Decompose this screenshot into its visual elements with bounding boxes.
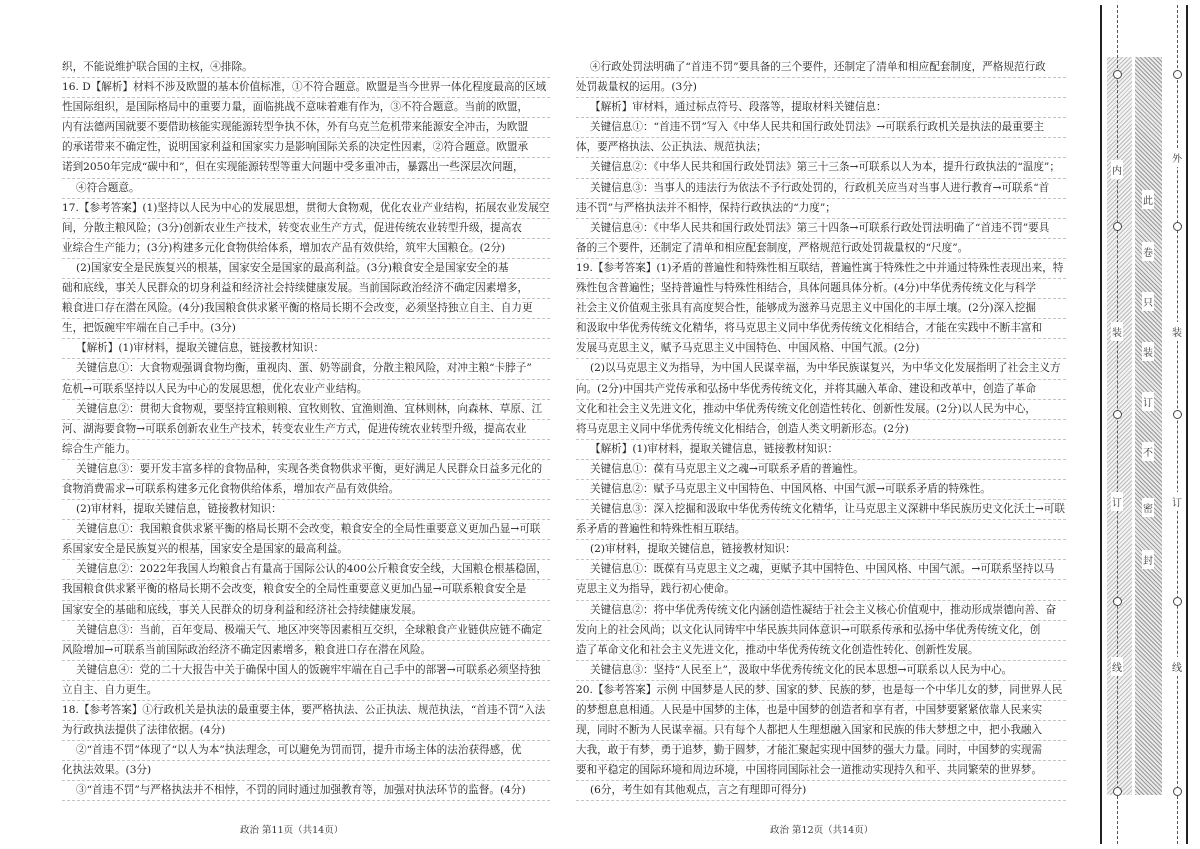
binding-hole-icon [1173, 597, 1182, 606]
text-line: 系矛盾的普遍性和特殊性相互联结。 [576, 520, 1066, 540]
text-line: 生，把饭碗牢牢端在自己手中。(3分) [62, 319, 550, 339]
text-line: 风险增加→可联系当前国际政治经济不确定因素增多，粮食进口存在潜在风险。 [62, 641, 550, 661]
outer-seal-char: 外 [1171, 148, 1183, 167]
notice-char: 封 [1142, 550, 1154, 569]
text-line: 关键信息②：将中华优秀传统文化内涵创造性凝结于社会主义核心价值观中，推动形成崇德向善、奋 [576, 601, 1066, 621]
text-line: 【解析】(1)审材料，提取关键信息，链接教材知识： [576, 440, 1066, 460]
text-line: 综合生产能力。 [62, 440, 550, 460]
text-line: 关键信息③：当前，百年变局、极端天气、地区冲突等因素相互交织，全球粮食产业链供应链不确定 [62, 621, 550, 641]
text-line: ②“首违不罚”体现了“以人为本”执法理念，可以避免为罚而罚，提升市场主体的法治获得感，优 [62, 741, 550, 761]
binding-hole-icon [1113, 222, 1122, 231]
text-line: 关键信息③：坚持“人民至上”，汲取中华优秀传统文化的民本思想→可联系以人民为中心。 [576, 661, 1066, 681]
inner-seal-char: 线 [1111, 657, 1123, 676]
inner-seal-char: 装 [1111, 322, 1123, 341]
outer-seal-char: 线 [1171, 657, 1183, 676]
text-line: 备的三个要件，还制定了清单和相应配套制度，严格规范行政处罚裁量权的“尺度”。 [576, 239, 1066, 259]
text-line: 处罚裁量权的运用。(3分) [576, 78, 1066, 98]
binding-hole-icon [1113, 70, 1122, 79]
text-line: 性国际组织，是国际格局中的重要力量，面临挑战不意味着难有作为，③不符合题意。当前的欧盟， [62, 98, 550, 118]
text-line: 【解析】(1)审材料，提取关键信息，链接教材知识： [62, 339, 550, 359]
text-line: 危机→可联系坚持以人民为中心的发展思想，优化农业产业结构。 [62, 380, 550, 400]
text-line: 关键信息①：葆有马克思主义之魂→可联系矛盾的普遍性。 [576, 460, 1066, 480]
text-line: (2)国家安全是民族复兴的根基，国家安全是国家的最高利益。(3分)粮食安全是国家安全的基 [62, 259, 550, 279]
text-line: 文化和社会主义先进文化，推动中华优秀传统文化创造性转化、创新性发展。(2分)以人民为中心， [576, 400, 1066, 420]
text-line: 粮食进口存在潜在风险。(4分)我国粮食供求紧平衡的格局长期不会改变，必须坚持独立自主、自力更 [62, 299, 550, 319]
text-line: 织，不能说维护联合国的主权，④排除。 [62, 58, 550, 78]
left-column [62, 58, 550, 801]
text-line: 系国家安全是民族复兴的根基，国家安全是国家的最高利益。 [62, 540, 550, 560]
text-line: 关键信息①：我国粮食供求紧平衡的格局长期不会改变，粮食安全的全局性重要意义更加凸显→可联 [62, 520, 550, 540]
text-line: 发向上的社会风尚；以文化认同铸牢中华民族共同体意识→可联系传承和弘扬中华优秀传统文化，创 [576, 621, 1066, 641]
text-line: 河、湖海要食物→可联系创新农业生产技术，转变农业生产方式，促进传统农业转型升级，提高农业 [62, 420, 550, 440]
text-line: (2)审材料，提取关键信息，链接教材知识： [576, 540, 1066, 560]
text-line: 关键信息④：《中华人民共和国行政处罚法》第三十四条→可联系行政处罚法明确了“首违不罚”要具 [576, 219, 1066, 239]
binding-hole-icon [1173, 70, 1182, 79]
binding-hole-icon [1113, 787, 1122, 796]
strip-border-left [1100, 5, 1102, 844]
inner-seal-char: 订 [1111, 492, 1123, 511]
right-column [576, 58, 1066, 801]
text-line: 础和底线，事关人民群众的切身利益和经济社会持续健康发展。当前国际政治经济不确定因素增多， [62, 279, 550, 299]
page-footer-left: 政治 第11页（共14页） [240, 825, 344, 836]
text-line: 殊性包含普遍性；坚持普遍性与特殊性相结合，具体问题具体分析。(4分)中华优秀传统文化与科学 [576, 279, 1066, 299]
text-line: 违不罚”与严格执法并不相悖，保持行政执法的“力度”； [576, 199, 1066, 219]
binding-hole-icon [1173, 410, 1182, 419]
text-line: 关键信息①：大食物观强调食物均衡，重视肉、蛋、奶等副食，分散主粮风险，对冲主粮“卡脖子” [62, 359, 550, 379]
text-line: 关键信息③：当事人的违法行为依法不予行政处罚的，行政机关应当对当事人进行教育→可联系“首 [576, 179, 1066, 199]
text-line: 关键信息①：既葆有马克思主义之魂，更赋予其中国特色、中国风格、中国气派。→可联系坚持以马 [576, 560, 1066, 580]
text-line: 化执法效果。(3分) [62, 761, 550, 781]
text-line: 克思主义为指导，践行初心使命。 [576, 580, 1066, 600]
strip-border-right [1186, 5, 1188, 844]
text-line: 19.【参考答案】(1)矛盾的普遍性和特殊性相互联结，普遍性寓于特殊性之中并通过特殊性表现出来，特 [576, 259, 1066, 279]
text-line: 将马克思主义同中华优秀传统文化相结合，创造人类文明新形态。(2分) [576, 420, 1066, 440]
notice-char: 卷 [1142, 242, 1154, 261]
inner-seal-char: 内 [1111, 160, 1123, 179]
text-line: (6分，考生如有其他观点，言之有理即可得分) [576, 781, 1066, 801]
text-line: 关键信息②：2022年我国人均粮食占有量高于国际公认的400公斤粮食安全线，大国粮仓根基稳固， [62, 560, 550, 580]
notice-char: 订 [1142, 392, 1154, 411]
notice-char: 只 [1142, 292, 1154, 311]
text-line: ④符合题意。 [62, 179, 550, 199]
outer-dashed-line [1177, 5, 1178, 844]
text-line: 关键信息③：要开发丰富多样的食物品种，实现各类食物供求平衡，更好满足人民群众日益多元化的 [62, 460, 550, 480]
text-line: 关键信息②：赋予马克思主义中国特色、中国风格、中国气派→可联系矛盾的特殊性。 [576, 480, 1066, 500]
text-line: (2)以马克思主义为指导，为中国人民谋幸福，为中华民族谋复兴，为中华文化发展指明了社会主义方 [576, 359, 1066, 379]
binding-hole-icon [1113, 597, 1122, 606]
text-line: 20.【参考答案】示例 中国梦是人民的梦、国家的梦、民族的梦，也是每一个中华儿女的梦，同世界人民 [576, 681, 1066, 701]
inner-dashed-line [1117, 5, 1118, 844]
text-line: 业综合生产能力；(3分)构建多元化食物供给体系，增加农产品有效供给，筑牢大国粮仓。(2分) [62, 239, 550, 259]
text-line: 间，分散主粮风险；(3分)创新农业生产技术，转变农业生产方式，促进传统农业转型升级，提高农 [62, 219, 550, 239]
text-line: 我国粮食供求紧平衡的格局长期不会改变，粮食安全的全局性重要意义更加凸显→可联系粮食安全是 [62, 580, 550, 600]
text-line: 关键信息③：深入挖掘和汲取中华优秀传统文化精华，让马克思主义深耕中华民族历史文化沃土→可联 [576, 500, 1066, 520]
text-line: 发展马克思主义，赋予马克思主义中国特色、中国风格、中国气派。(2分) [576, 339, 1066, 359]
text-line: 国家安全的基础和底线，事关人民群众的切身利益和经济社会持续健康发展。 [62, 601, 550, 621]
text-line: 关键信息②：贯彻大食物观，要坚持宜粮则粮、宜牧则牧、宜渔则渔、宜林则林，向森林、草原、江 [62, 400, 550, 420]
text-line: 和汲取中华优秀传统文化精华，将马克思主义同中华优秀传统文化相结合，才能在实践中不断丰富和 [576, 319, 1066, 339]
text-line: 关键信息②：《中华人民共和国行政处罚法》第三十三条→可联系以人为本，提升行政执法的“温度”； [576, 158, 1066, 178]
outer-seal-char: 装 [1171, 322, 1183, 341]
text-line: 现，同时不断为人民谋幸福。只有每个人都把人生理想融入国家和民族的伟大梦想之中，把小我融入 [576, 721, 1066, 741]
text-line: 的梦想息息相通。人民是中国梦的主体，也是中国梦的创造者和享有者，中国梦要紧紧依靠人民来实 [576, 701, 1066, 721]
text-line: (2)审材料，提取关键信息，链接教材知识： [62, 500, 550, 520]
notice-char: 不 [1142, 442, 1154, 461]
text-line: 17.【参考答案】(1)坚持以人民为中心的发展思想，贯彻大食物观，优化农业产业结构，拓展农业发展空 [62, 199, 550, 219]
hatch-band-outer [1135, 57, 1162, 795]
text-line: 18.【参考答案】①行政机关是执法的最重要主体，要严格执法、公正执法、规范执法，“首违不罚”入法 [62, 701, 550, 721]
text-line: 为行政执法提供了法律依据。(4分) [62, 721, 550, 741]
binding-hole-icon [1173, 222, 1182, 231]
text-line: 食物消费需求→可联系构建多元化食物供给体系，增加农产品有效供给。 [62, 480, 550, 500]
text-line: 的承诺带来不确定性，说明国家利益和国家实力是影响国际关系的决定性因素，②符合题意。欧盟承 [62, 138, 550, 158]
text-line: 造了革命文化和社会主义先进文化，推动中华优秀传统文化创造性转化、创新性发展。 [576, 641, 1066, 661]
text-line: 关键信息①：“首违不罚”写入《中华人民共和国行政处罚法》→可联系行政机关是执法的最重要主 [576, 118, 1066, 138]
outer-seal-char: 订 [1171, 492, 1183, 511]
notice-char: 密 [1142, 498, 1154, 517]
text-line: 要和平稳定的国际环境和周边环境，中国将同国际社会一道推动实现持久和平、共同繁荣的世界梦。 [576, 761, 1066, 781]
binding-hole-icon [1113, 410, 1122, 419]
binding-hole-icon [1173, 787, 1182, 796]
notice-char: 装 [1142, 342, 1154, 361]
notice-char: 此 [1142, 190, 1154, 209]
text-line: 社会主义价值观主张具有高度契合性，能够成为滋养马克思主义中国化的丰厚土壤。(2分)深入挖掘 [576, 299, 1066, 319]
text-line: 【解析】审材料，通过标点符号、段落等，提取材料关键信息： [576, 98, 1066, 118]
text-line: 关键信息④：党的二十大报告中关于确保中国人的饭碗牢牢端在自己手中的部署→可联系必须坚持独 [62, 661, 550, 681]
text-line: 内有法德两国就要不要借助核能实现能源转型争执不休，外有乌克兰危机带来能源安全冲击，为欧盟 [62, 118, 550, 138]
text-line: 16. D【解析】材料不涉及欧盟的基本价值标准，①不符合题意。欧盟是当今世界一体化程度最高的区域 [62, 78, 550, 98]
text-line: ④行政处罚法明确了“首违不罚”要具备的三个要件，还制定了清单和相应配套制度，严格规范行政 [576, 58, 1066, 78]
text-line: 立自主、自力更生。 [62, 681, 550, 701]
page-footer-right: 政治 第12页（共14页） [770, 825, 874, 836]
text-line: 体，要严格执法、公正执法、规范执法； [576, 138, 1066, 158]
text-line: 向。(2分)中国共产党传承和弘扬中华优秀传统文化，并将其融入革命、建设和改革中，创造了革命 [576, 380, 1066, 400]
text-line: 诺到2050年完成“碳中和”，但在实现能源转型等重大问题中受多重冲击，暴露出一些深层次问题， [62, 158, 550, 178]
text-line: 大我，敢于有梦，勇于追梦，勤于圆梦，才能汇聚起实现中国梦的强大力量。同时，中国梦的实现需 [576, 741, 1066, 761]
text-line: ③“首违不罚”与严格执法并不相悖，不罚的同时通过加强教育等，加强对执法环节的监督。(4分) [62, 781, 550, 801]
